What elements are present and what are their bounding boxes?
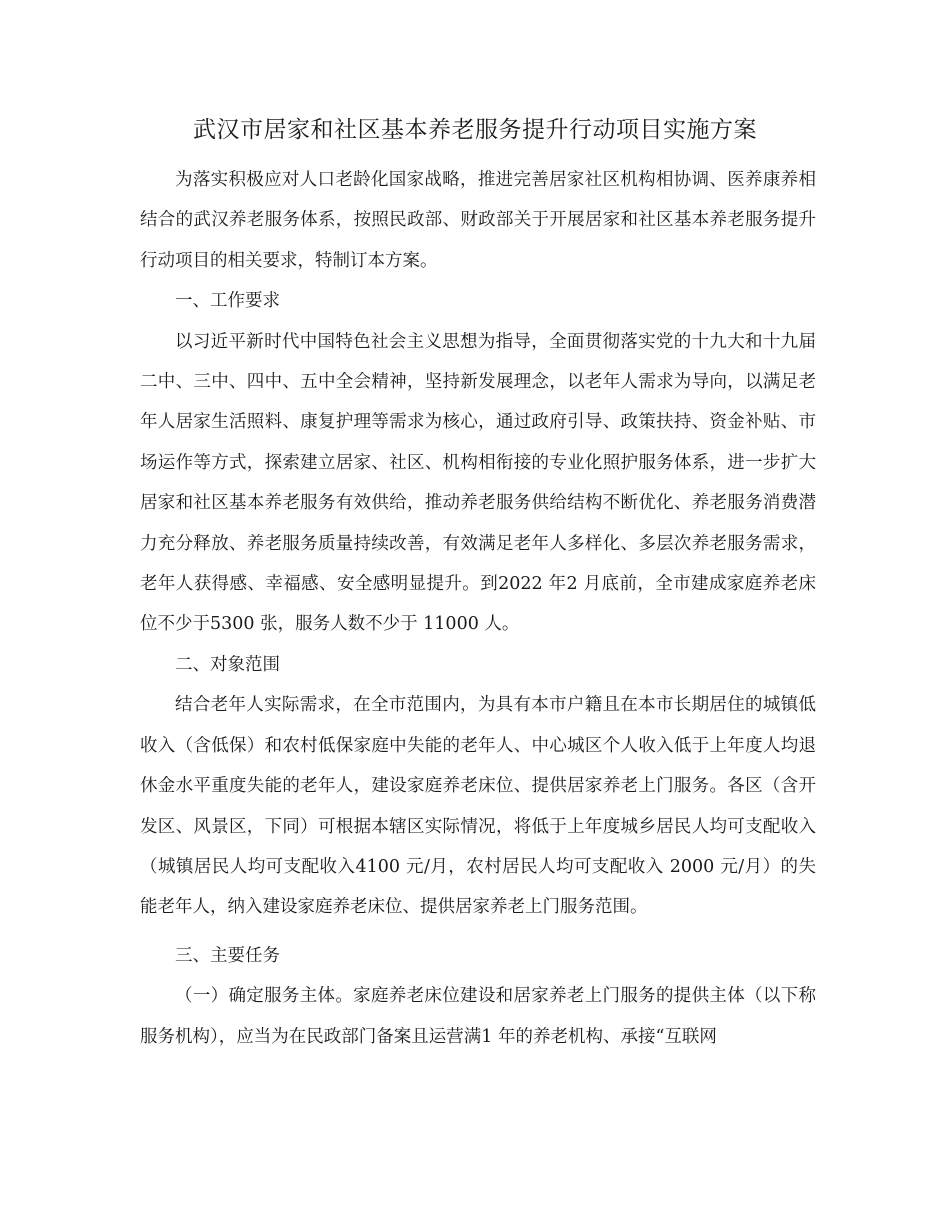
main-tasks-item-1: （一）确定服务主体。家庭养老床位建设和居家养老上门服务的提供主体（以下称服务机构），应当为在民政部门备案且运营满1 年的养老机构、承接“互联网 — [140, 986, 816, 1047]
section-heading-target-scope: 二、对象范围 — [175, 654, 280, 675]
target-scope-paragraph: 结合老年人实际需求，在全市范围内，为具有本市户籍且在本市长期居住的城镇低收入（含低保）和农村低保家庭中失能的老年人、中心城区个人收入低于上年度人均退休金水平重度失能的老年人，建设家庭养老床位、提供居家养老上门服务。各区（含开发区、风景区，下同）可根据本辖区实际情况，将低于上年度城乡居民人均可支配收入（城镇居民人均可支配收入4100 元/月，农村居民人均可支配收入 2000 元/月）的失能老年人，纳入建设家庭养老床位、提供居家养老上门服务范围。 — [140, 695, 816, 918]
section-heading-work-requirements: 一、工作要求 — [175, 291, 280, 312]
work-requirements-paragraph: 以习近平新时代中国特色社会主义思想为指导，全面贯彻落实党的十九大和十九届二中、三中、四中、五中全会精神，坚持新发展理念，以老年人需求为导向，以满足老年人居家生活照料、康复护理等需求为核心，通过政府引导、政策扶持、资金补贴、市场运作等方式，探索建立居家、社区、机构相衔接的专业化照护服务体系，进一步扩大居家和社区基本养老服务有效供给，推动养老服务供给结构不断优化、养老服务消费潜力充分释放、养老服务质量持续改善，有效满足老年人多样化、多层次养老服务需求，老年人获得感、幸福感、安全感明显提升。到2022 年2 月底前，全市建成家庭养老床位不少于5300 张，服务人数不少于 11000 人。 — [140, 331, 816, 635]
document-body — [140, 160, 816, 1057]
section-heading-main-tasks: 三、主要任务 — [175, 945, 280, 966]
document-title: 武汉市居家和社区基本养老服务提升行动项目实施方案 — [193, 117, 757, 143]
intro-paragraph: 为落实积极应对人口老龄化国家战略，推进完善居家社区机构相协调、医养康养相结合的武汉养老服务体系，按照民政部、财政部关于开展居家和社区基本养老服务提升行动项目的相关要求，特制订本方案。 — [140, 170, 816, 271]
